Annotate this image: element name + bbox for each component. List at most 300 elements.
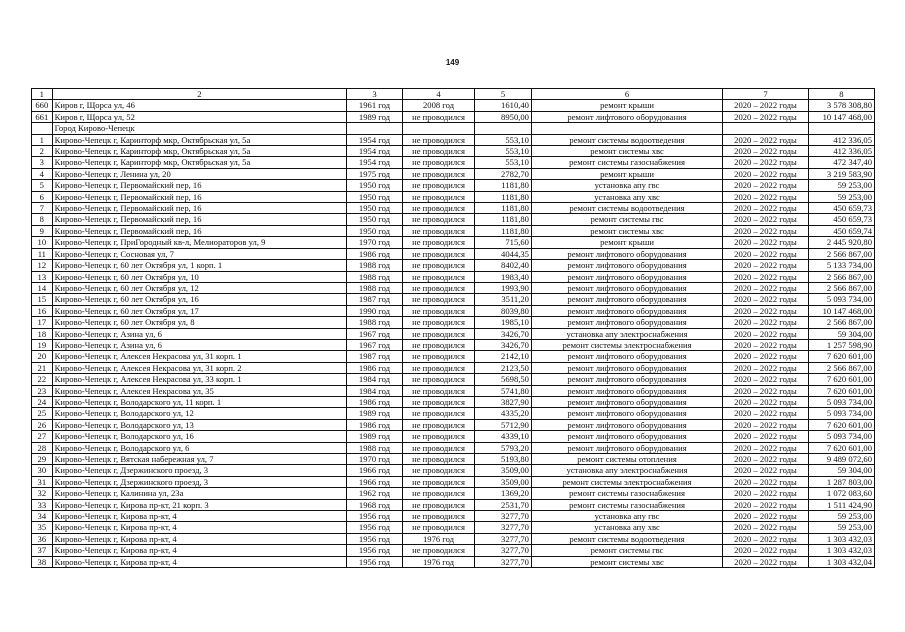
last-repair-cell: не проводился: [402, 191, 474, 202]
row-number: 10: [32, 237, 53, 248]
address-cell: Кирово-Чепецк г, Каринторф мкр, Октябрьская ул, 5а: [52, 157, 346, 168]
address-cell: Кирово-Чепецк г, Калинина ул, 23а: [52, 488, 346, 499]
year-built-cell: 1956 год: [347, 511, 403, 522]
address-cell: Кирово-Чепецк г, 60 лет Октября ул, 16: [52, 294, 346, 305]
work-type-cell: ремонт лифтового оборудования: [531, 305, 722, 316]
address-cell: Кирово-Чепецк г, Азина ул, 6: [52, 328, 346, 339]
area-cell: 1181,80: [475, 214, 532, 225]
last-repair-cell: не проводился: [402, 522, 474, 533]
table-row: [32, 556, 875, 567]
period-cell: 2020 – 2022 годы: [723, 146, 809, 157]
last-repair-cell: не проводился: [402, 134, 474, 145]
area-cell: 1993,90: [475, 282, 532, 293]
row-number: 6: [32, 191, 53, 202]
table-row: [32, 465, 875, 476]
year-built-cell: 1950 год: [347, 191, 403, 202]
column-number: 3: [347, 89, 403, 100]
cost-cell: 59 253,00: [808, 180, 874, 191]
last-repair-cell: не проводился: [402, 374, 474, 385]
year-built-cell: 1988 год: [347, 442, 403, 453]
period-cell: 2020 – 2022 годы: [723, 248, 809, 259]
row-number: 17: [32, 317, 53, 328]
row-number: 2: [32, 146, 53, 157]
work-type-cell: установка апу гвс: [531, 180, 722, 191]
period-cell: 2020 – 2022 годы: [723, 362, 809, 373]
area-cell: 4335,20: [475, 408, 532, 419]
table-row: [32, 260, 875, 271]
address-cell: Кирово-Чепецк г, Алексея Некрасова ул, 31 корп. 1: [52, 351, 346, 362]
column-number: 7: [723, 89, 809, 100]
cost-cell: 7 620 601,00: [808, 419, 874, 430]
year-built-cell: 1987 год: [347, 294, 403, 305]
area-cell: 3277,70: [475, 556, 532, 567]
table-row: [32, 408, 875, 419]
area-cell: 2782,70: [475, 168, 532, 179]
area-cell: 4044,35: [475, 248, 532, 259]
table-row: [32, 294, 875, 305]
address-cell: Кирово-Чепецк г, Вятская набережная ул, 7: [52, 454, 346, 465]
row-number: 22: [32, 374, 53, 385]
work-type-cell: ремонт системы водоотведения: [531, 134, 722, 145]
year-built-cell: 1986 год: [347, 419, 403, 430]
year-built-cell: 1970 год: [347, 237, 403, 248]
table-row: [32, 476, 875, 487]
address-cell: Кирово-Чепецк г, Дзержинского проезд, 3: [52, 476, 346, 487]
row-number: 660: [32, 100, 53, 111]
last-repair-cell: не проводился: [402, 511, 474, 522]
area-cell: 3277,70: [475, 511, 532, 522]
last-repair-cell: не проводился: [402, 362, 474, 373]
address-cell: Кирово-Чепецк г, Кирова пр-кт, 21 корп. 3: [52, 499, 346, 510]
period-cell: 2020 – 2022 годы: [723, 203, 809, 214]
work-type-cell: ремонт лифтового оборудования: [531, 385, 722, 396]
address-cell: Кирово-Чепецк г, Первомайский пер, 16: [52, 225, 346, 236]
last-repair-cell: 1976 год: [402, 533, 474, 544]
row-number: 9: [32, 225, 53, 236]
area-cell: 8402,40: [475, 260, 532, 271]
period-cell: 2020 – 2022 годы: [723, 317, 809, 328]
last-repair-cell: не проводился: [402, 488, 474, 499]
work-type-cell: [531, 123, 722, 134]
year-built-cell: 1970 год: [347, 454, 403, 465]
period-cell: 2020 – 2022 годы: [723, 511, 809, 522]
last-repair-cell: не проводился: [402, 385, 474, 396]
row-number: 18: [32, 328, 53, 339]
work-type-cell: установка апу хвс: [531, 191, 722, 202]
table-row: [32, 442, 875, 453]
work-type-cell: ремонт лифтового оборудования: [531, 351, 722, 362]
year-built-cell: 1988 год: [347, 271, 403, 282]
cost-cell: 2 566 867,00: [808, 248, 874, 259]
cost-cell: 450 659,73: [808, 203, 874, 214]
last-repair-cell: не проводился: [402, 317, 474, 328]
table-row: [32, 488, 875, 499]
work-type-cell: ремонт лифтового оборудования: [531, 317, 722, 328]
cost-cell: 2 445 920,80: [808, 237, 874, 248]
last-repair-cell: не проводился: [402, 225, 474, 236]
period-cell: 2020 – 2022 годы: [723, 454, 809, 465]
work-type-cell: ремонт лифтового оборудования: [531, 260, 722, 271]
row-number: 14: [32, 282, 53, 293]
work-type-cell: ремонт лифтового оборудования: [531, 271, 722, 282]
work-type-cell: ремонт системы газоснабжения: [531, 499, 722, 510]
address-cell: Кирово-Чепецк г, Дзержинского проезд, 3: [52, 465, 346, 476]
last-repair-cell: не проводился: [402, 203, 474, 214]
table-row: [32, 374, 875, 385]
row-number: 21: [32, 362, 53, 373]
year-built-cell: 1956 год: [347, 533, 403, 544]
work-type-cell: установка апу электроснабжения: [531, 465, 722, 476]
last-repair-cell: не проводился: [402, 305, 474, 316]
work-type-cell: ремонт системы электроснабжения: [531, 476, 722, 487]
area-cell: 553,10: [475, 157, 532, 168]
table-row: [32, 385, 875, 396]
cost-cell: 59 304,00: [808, 328, 874, 339]
work-type-cell: ремонт системы водоотведения: [531, 533, 722, 544]
row-number: 11: [32, 248, 53, 259]
work-type-cell: ремонт системы хвс: [531, 225, 722, 236]
address-cell: Кирово-Чепецк г, 60 лет Октября ул, 17: [52, 305, 346, 316]
year-built-cell: 1989 год: [347, 408, 403, 419]
repair-program-table: [31, 88, 875, 568]
row-number: 7: [32, 203, 53, 214]
period-cell: 2020 – 2022 годы: [723, 225, 809, 236]
period-cell: 2020 – 2022 годы: [723, 339, 809, 350]
cost-cell: 3 219 583,90: [808, 168, 874, 179]
area-cell: 715,60: [475, 237, 532, 248]
row-number: 36: [32, 533, 53, 544]
year-built-cell: 1967 год: [347, 339, 403, 350]
year-built-cell: [347, 123, 403, 134]
work-type-cell: ремонт лифтового оборудования: [531, 282, 722, 293]
row-number: 20: [32, 351, 53, 362]
last-repair-cell: не проводился: [402, 465, 474, 476]
period-cell: 2020 – 2022 годы: [723, 180, 809, 191]
cost-cell: 10 147 468,00: [808, 111, 874, 122]
cost-cell: 412 336,05: [808, 134, 874, 145]
work-type-cell: установка апу электроснабжения: [531, 328, 722, 339]
area-cell: 5741,80: [475, 385, 532, 396]
cost-cell: 2 566 867,00: [808, 282, 874, 293]
cost-cell: [808, 123, 874, 134]
table-row: [32, 168, 875, 179]
year-built-cell: 1950 год: [347, 203, 403, 214]
table-row: [32, 123, 875, 134]
table-row: [32, 328, 875, 339]
row-number: 23: [32, 385, 53, 396]
work-type-cell: ремонт лифтового оборудования: [531, 111, 722, 122]
area-cell: 553,10: [475, 134, 532, 145]
area-cell: 8039,80: [475, 305, 532, 316]
address-cell: Кирово-Чепецк г, Володарского ул, 11 корп. 1: [52, 396, 346, 407]
year-built-cell: 1954 год: [347, 134, 403, 145]
address-cell: Кирово-Чепецк г, Володарского ул, 13: [52, 419, 346, 430]
area-cell: 3509,00: [475, 465, 532, 476]
last-repair-cell: 2008 год: [402, 100, 474, 111]
area-cell: 5193,80: [475, 454, 532, 465]
period-cell: 2020 – 2022 годы: [723, 556, 809, 567]
work-type-cell: ремонт системы гвс: [531, 214, 722, 225]
period-cell: 2020 – 2022 годы: [723, 260, 809, 271]
cost-cell: 472 347,40: [808, 157, 874, 168]
row-number: 38: [32, 556, 53, 567]
address-cell: Кирово-Чепецк г, Алексея Некрасова ул, 35: [52, 385, 346, 396]
address-cell: Кирово-Чепецк г, 60 лет Октября ул, 10: [52, 271, 346, 282]
period-cell: 2020 – 2022 годы: [723, 431, 809, 442]
row-number: 33: [32, 499, 53, 510]
period-cell: [723, 123, 809, 134]
address-cell: Кирово-Чепецк г, Ленина ул, 20: [52, 168, 346, 179]
year-built-cell: 1950 год: [347, 180, 403, 191]
cost-cell: 2 566 867,00: [808, 317, 874, 328]
year-built-cell: 1990 год: [347, 305, 403, 316]
address-cell: Город Кирово-Чепецк: [52, 123, 346, 134]
period-cell: 2020 – 2022 годы: [723, 294, 809, 305]
address-cell: Кирово-Чепецк г, Сосновая ул, 7: [52, 248, 346, 259]
year-built-cell: 1966 год: [347, 476, 403, 487]
last-repair-cell: не проводился: [402, 180, 474, 191]
period-cell: 2020 – 2022 годы: [723, 191, 809, 202]
period-cell: 2020 – 2022 годы: [723, 522, 809, 533]
table-row: [32, 533, 875, 544]
work-type-cell: ремонт системы газоснабжения: [531, 157, 722, 168]
period-cell: 2020 – 2022 годы: [723, 271, 809, 282]
period-cell: 2020 – 2022 годы: [723, 134, 809, 145]
period-cell: 2020 – 2022 годы: [723, 237, 809, 248]
year-built-cell: 1954 год: [347, 157, 403, 168]
cost-cell: 7 620 601,00: [808, 351, 874, 362]
row-number: 32: [32, 488, 53, 499]
cost-cell: 5 093 734,00: [808, 294, 874, 305]
address-cell: Кирово-Чепецк г, Володарского ул, 6: [52, 442, 346, 453]
address-cell: Кирово-Чепецк г, Азина ул, 6: [52, 339, 346, 350]
table-row: [32, 180, 875, 191]
area-cell: 3509,00: [475, 476, 532, 487]
work-type-cell: установка апу хвс: [531, 522, 722, 533]
last-repair-cell: 1976 год: [402, 556, 474, 567]
area-cell: 3426,70: [475, 328, 532, 339]
work-type-cell: ремонт системы газоснабжения: [531, 488, 722, 499]
address-cell: Кирово-Чепецк г, Первомайский пер, 16: [52, 203, 346, 214]
period-cell: 2020 – 2022 годы: [723, 442, 809, 453]
column-number: 1: [32, 89, 53, 100]
area-cell: 3277,70: [475, 545, 532, 556]
row-number: 29: [32, 454, 53, 465]
period-cell: 2020 – 2022 годы: [723, 419, 809, 430]
period-cell: 2020 – 2022 годы: [723, 157, 809, 168]
area-cell: 1181,80: [475, 225, 532, 236]
table-row: [32, 351, 875, 362]
cost-cell: 2 566 867,00: [808, 362, 874, 373]
period-cell: 2020 – 2022 годы: [723, 351, 809, 362]
period-cell: 2020 – 2022 годы: [723, 465, 809, 476]
address-cell: Кирово-Чепецк г, Алексея Некрасова ул, 31 корп. 2: [52, 362, 346, 373]
table-row: [32, 248, 875, 259]
address-cell: Кирово-Чепецк г, Алексея Некрасова ул, 33 корп. 1: [52, 374, 346, 385]
table-row: [32, 282, 875, 293]
year-built-cell: 1956 год: [347, 545, 403, 556]
address-cell: Кирово-Чепецк г, 60 лет Октября ул, 12: [52, 282, 346, 293]
year-built-cell: 1956 год: [347, 556, 403, 567]
area-cell: 5712,90: [475, 419, 532, 430]
area-cell: [475, 123, 532, 134]
table-row: [32, 271, 875, 282]
cost-cell: 59 253,00: [808, 511, 874, 522]
last-repair-cell: не проводился: [402, 328, 474, 339]
cost-cell: 1 287 803,00: [808, 476, 874, 487]
work-type-cell: ремонт крыши: [531, 168, 722, 179]
cost-cell: 7 620 601,00: [808, 385, 874, 396]
year-built-cell: 1987 год: [347, 351, 403, 362]
area-cell: 3827,90: [475, 396, 532, 407]
work-type-cell: ремонт системы хвс: [531, 556, 722, 567]
cost-cell: 59 253,00: [808, 522, 874, 533]
last-repair-cell: не проводился: [402, 454, 474, 465]
area-cell: 2531,70: [475, 499, 532, 510]
last-repair-cell: не проводился: [402, 260, 474, 271]
year-built-cell: 1988 год: [347, 282, 403, 293]
cost-cell: 2 566 867,00: [808, 271, 874, 282]
year-built-cell: 1986 год: [347, 362, 403, 373]
period-cell: 2020 – 2022 годы: [723, 328, 809, 339]
work-type-cell: ремонт лифтового оборудования: [531, 419, 722, 430]
year-built-cell: 1989 год: [347, 111, 403, 122]
last-repair-cell: не проводился: [402, 442, 474, 453]
address-cell: Кирово-Чепецк г, Кирова пр-кт, 4: [52, 556, 346, 567]
table-row: [32, 339, 875, 350]
period-cell: 2020 – 2022 годы: [723, 214, 809, 225]
year-built-cell: 1988 год: [347, 317, 403, 328]
year-built-cell: 1962 год: [347, 488, 403, 499]
address-cell: Кирово-Чепецк г, Каринторф мкр, Октябрьская ул, 5а: [52, 146, 346, 157]
row-number: 3: [32, 157, 53, 168]
cost-cell: 5 093 734,00: [808, 431, 874, 442]
area-cell: 1610,40: [475, 100, 532, 111]
row-number: 19: [32, 339, 53, 350]
address-cell: Кирово-Чепецк г, Кирова пр-кт, 4: [52, 522, 346, 533]
column-number: 5: [475, 89, 532, 100]
row-number: [32, 123, 53, 134]
work-type-cell: ремонт лифтового оборудования: [531, 374, 722, 385]
area-cell: 5698,50: [475, 374, 532, 385]
area-cell: 3277,70: [475, 522, 532, 533]
area-cell: 1181,80: [475, 191, 532, 202]
work-type-cell: ремонт системы гвс: [531, 545, 722, 556]
year-built-cell: 1954 год: [347, 146, 403, 157]
address-cell: Киров г, Щорса ул, 52: [52, 111, 346, 122]
last-repair-cell: не проводился: [402, 499, 474, 510]
area-cell: 553,10: [475, 146, 532, 157]
area-cell: 3426,70: [475, 339, 532, 350]
address-cell: Кирово-Чепецк г, ПриГородный кв-л, Мелиораторов ул, 9: [52, 237, 346, 248]
period-cell: 2020 – 2022 годы: [723, 545, 809, 556]
last-repair-cell: [402, 123, 474, 134]
period-cell: 2020 – 2022 годы: [723, 533, 809, 544]
row-number: 34: [32, 511, 53, 522]
last-repair-cell: не проводился: [402, 168, 474, 179]
row-number: 1: [32, 134, 53, 145]
table-row: [32, 419, 875, 430]
area-cell: 1985,10: [475, 317, 532, 328]
row-number: 16: [32, 305, 53, 316]
table-row: [32, 111, 875, 122]
year-built-cell: 1989 год: [347, 431, 403, 442]
address-cell: Кирово-Чепецк г, Первомайский пер, 16: [52, 180, 346, 191]
cost-cell: 1 257 598,90: [808, 339, 874, 350]
row-number: 30: [32, 465, 53, 476]
work-type-cell: ремонт лифтового оборудования: [531, 442, 722, 453]
area-cell: 4339,10: [475, 431, 532, 442]
work-type-cell: ремонт лифтового оборудования: [531, 362, 722, 373]
cost-cell: 7 620 601,00: [808, 374, 874, 385]
row-number: 27: [32, 431, 53, 442]
cost-cell: 59 253,00: [808, 191, 874, 202]
cost-cell: 1 072 083,60: [808, 488, 874, 499]
period-cell: 2020 – 2022 годы: [723, 385, 809, 396]
last-repair-cell: не проводился: [402, 111, 474, 122]
period-cell: 2020 – 2022 годы: [723, 408, 809, 419]
cost-cell: 10 147 468,00: [808, 305, 874, 316]
area-cell: 1181,80: [475, 203, 532, 214]
last-repair-cell: не проводился: [402, 351, 474, 362]
row-number: 13: [32, 271, 53, 282]
period-cell: 2020 – 2022 годы: [723, 168, 809, 179]
row-number: 12: [32, 260, 53, 271]
row-number: 28: [32, 442, 53, 453]
year-built-cell: 1984 год: [347, 374, 403, 385]
year-built-cell: 1950 год: [347, 214, 403, 225]
cost-cell: 7 620 601,00: [808, 442, 874, 453]
cost-cell: 450 659,74: [808, 225, 874, 236]
address-cell: Кирово-Чепецк г, Первомайский пер, 16: [52, 191, 346, 202]
period-cell: 2020 – 2022 годы: [723, 499, 809, 510]
table-row: [32, 191, 875, 202]
table-row: [32, 545, 875, 556]
work-type-cell: ремонт лифтового оборудования: [531, 408, 722, 419]
table-row: [32, 305, 875, 316]
row-number: 37: [32, 545, 53, 556]
table-row: [32, 237, 875, 248]
table-body: [32, 89, 875, 568]
table-row: [32, 157, 875, 168]
table-row: [32, 203, 875, 214]
period-cell: 2020 – 2022 годы: [723, 282, 809, 293]
row-number: 15: [32, 294, 53, 305]
area-cell: 2142,10: [475, 351, 532, 362]
cost-cell: 1 303 432,04: [808, 556, 874, 567]
last-repair-cell: не проводился: [402, 339, 474, 350]
cost-cell: 5 093 734,00: [808, 396, 874, 407]
year-built-cell: 1986 год: [347, 396, 403, 407]
row-number: 35: [32, 522, 53, 533]
year-built-cell: 1968 год: [347, 499, 403, 510]
last-repair-cell: не проводился: [402, 431, 474, 442]
period-cell: 2020 – 2022 годы: [723, 396, 809, 407]
row-number: 8: [32, 214, 53, 225]
last-repair-cell: не проводился: [402, 248, 474, 259]
last-repair-cell: не проводился: [402, 237, 474, 248]
table-row: [32, 522, 875, 533]
period-cell: 2020 – 2022 годы: [723, 305, 809, 316]
address-cell: Кирово-Чепецк г, Володарского ул, 12: [52, 408, 346, 419]
row-number: 24: [32, 396, 53, 407]
table-row: [32, 134, 875, 145]
area-cell: 1983,40: [475, 271, 532, 282]
last-repair-cell: не проводился: [402, 146, 474, 157]
table-row: [32, 214, 875, 225]
area-cell: 5793,20: [475, 442, 532, 453]
last-repair-cell: не проводился: [402, 419, 474, 430]
